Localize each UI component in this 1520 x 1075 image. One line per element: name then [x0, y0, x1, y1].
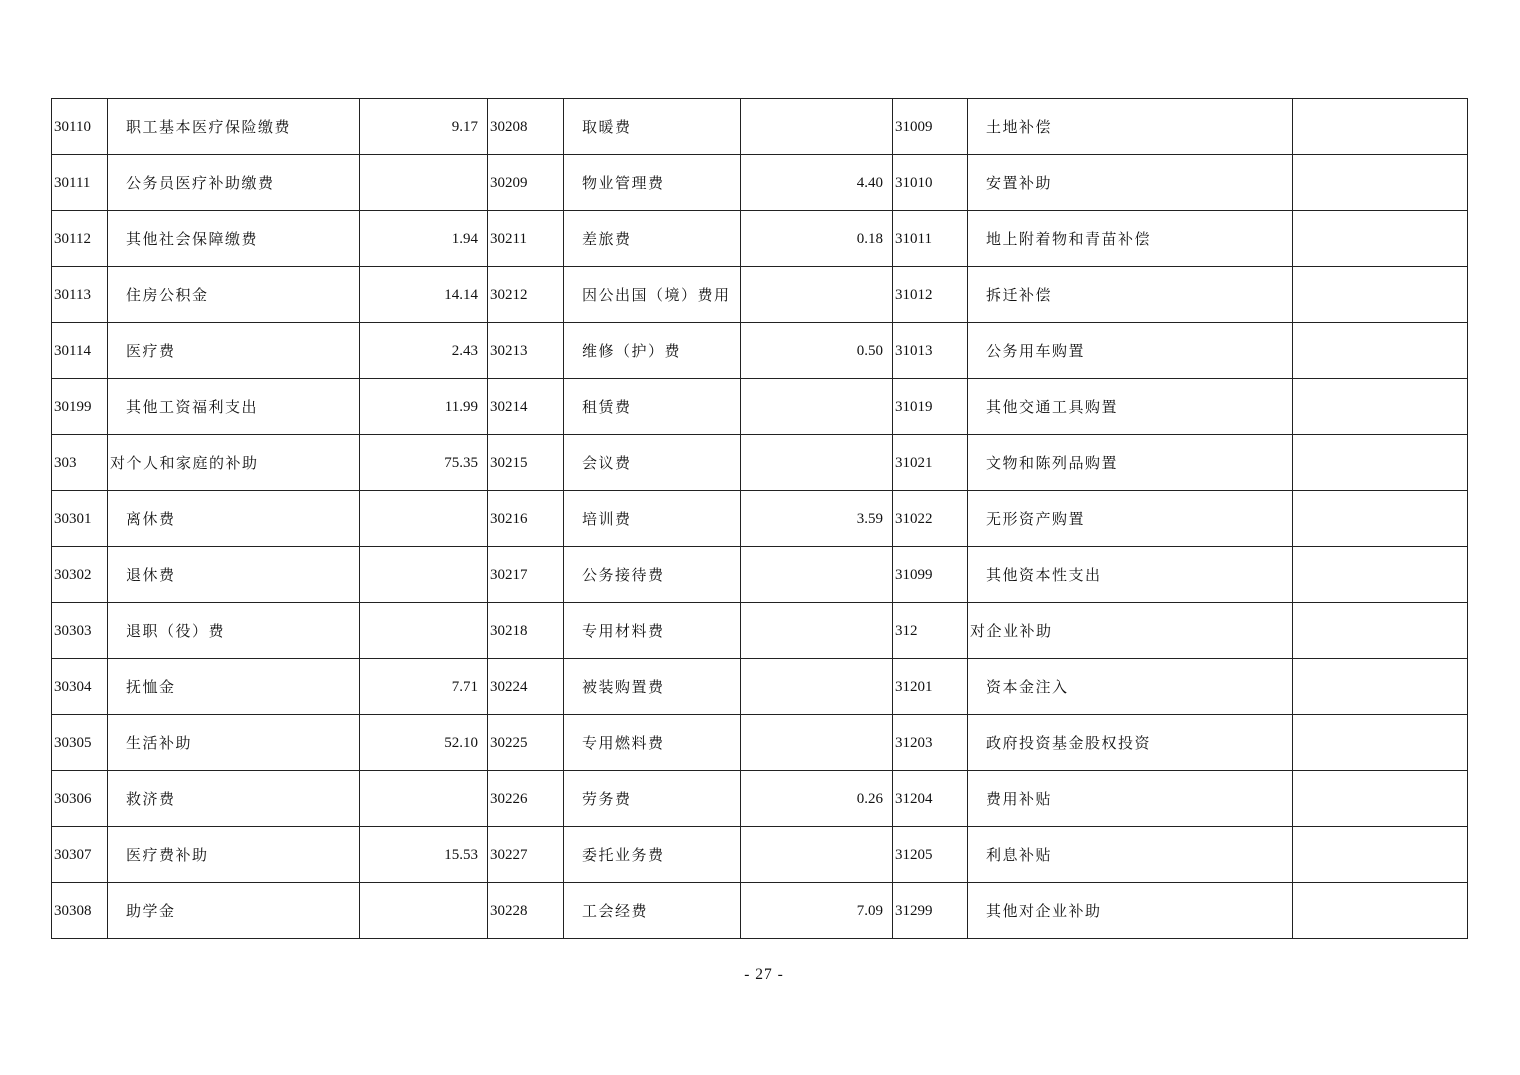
account-name-cell: 因公出国（境）费用 [564, 267, 741, 323]
account-code-cell: 30225 [488, 715, 564, 771]
account-name-cell: 资本金注入 [968, 659, 1293, 715]
account-code-cell: 30110 [52, 99, 108, 155]
account-name-cell: 工会经费 [564, 883, 741, 939]
account-name-cell: 被装购置费 [564, 659, 741, 715]
account-name-cell: 公务用车购置 [968, 323, 1293, 379]
amount-cell [741, 715, 893, 771]
table-row [52, 155, 1468, 211]
amount-cell: 1.94 [360, 211, 488, 267]
table-row [52, 211, 1468, 267]
account-name-cell: 公务员医疗补助缴费 [108, 155, 360, 211]
table-row [52, 547, 1468, 603]
amount-cell [1293, 827, 1468, 883]
amount-cell: 3.59 [741, 491, 893, 547]
account-name-cell: 其他社会保障缴费 [108, 211, 360, 267]
account-name-cell: 地上附着物和青苗补偿 [968, 211, 1293, 267]
amount-cell: 75.35 [360, 435, 488, 491]
account-name-cell: 会议费 [564, 435, 741, 491]
amount-cell: 4.40 [741, 155, 893, 211]
account-name-cell: 退休费 [108, 547, 360, 603]
account-code-cell: 30216 [488, 491, 564, 547]
account-name-cell: 医疗费补助 [108, 827, 360, 883]
account-code-cell: 30301 [52, 491, 108, 547]
table-row [52, 435, 1468, 491]
account-name-cell: 文物和陈列品购置 [968, 435, 1293, 491]
account-name-cell: 其他资本性支出 [968, 547, 1293, 603]
amount-cell [1293, 155, 1468, 211]
account-name-cell: 公务接待费 [564, 547, 741, 603]
account-code-cell: 30111 [52, 155, 108, 211]
page-number: - 27 - [744, 966, 784, 983]
amount-cell: 14.14 [360, 267, 488, 323]
account-code-cell: 30217 [488, 547, 564, 603]
account-code-cell: 30224 [488, 659, 564, 715]
account-code-cell: 30228 [488, 883, 564, 939]
account-code-cell: 30213 [488, 323, 564, 379]
amount-cell [1293, 379, 1468, 435]
account-name-cell: 医疗费 [108, 323, 360, 379]
account-name-cell: 职工基本医疗保险缴费 [108, 99, 360, 155]
account-code-cell: 30113 [52, 267, 108, 323]
account-code-cell: 30211 [488, 211, 564, 267]
amount-cell: 0.26 [741, 771, 893, 827]
account-name-cell: 离休费 [108, 491, 360, 547]
account-code-cell: 30199 [52, 379, 108, 435]
table-row [52, 99, 1468, 155]
account-code-cell: 31021 [893, 435, 968, 491]
account-code-cell: 31011 [893, 211, 968, 267]
account-code-cell: 30306 [52, 771, 108, 827]
table-row [52, 659, 1468, 715]
amount-cell: 7.09 [741, 883, 893, 939]
account-name-cell: 专用燃料费 [564, 715, 741, 771]
account-code-cell: 30218 [488, 603, 564, 659]
amount-cell [1293, 603, 1468, 659]
table-row [52, 491, 1468, 547]
account-name-cell: 对个人和家庭的补助 [108, 435, 360, 491]
account-code-cell: 30215 [488, 435, 564, 491]
amount-cell [1293, 659, 1468, 715]
account-code-cell: 31009 [893, 99, 968, 155]
amount-cell [741, 435, 893, 491]
amount-cell: 7.71 [360, 659, 488, 715]
amount-cell [1293, 267, 1468, 323]
amount-cell [360, 603, 488, 659]
account-code-cell: 31010 [893, 155, 968, 211]
account-name-cell: 无形资产购置 [968, 491, 1293, 547]
amount-cell [1293, 547, 1468, 603]
account-name-cell: 其他对企业补助 [968, 883, 1293, 939]
amount-cell: 9.17 [360, 99, 488, 155]
table-row [52, 827, 1468, 883]
amount-cell [1293, 771, 1468, 827]
account-code-cell: 31299 [893, 883, 968, 939]
account-code-cell: 31012 [893, 267, 968, 323]
account-name-cell: 拆迁补偿 [968, 267, 1293, 323]
amount-cell: 11.99 [360, 379, 488, 435]
account-code-cell: 31013 [893, 323, 968, 379]
account-name-cell: 安置补助 [968, 155, 1293, 211]
account-name-cell: 对企业补助 [968, 603, 1293, 659]
amount-cell: 2.43 [360, 323, 488, 379]
account-code-cell: 30214 [488, 379, 564, 435]
account-name-cell: 住房公积金 [108, 267, 360, 323]
account-name-cell: 抚恤金 [108, 659, 360, 715]
table-row [52, 379, 1468, 435]
account-name-cell: 委托业务费 [564, 827, 741, 883]
amount-cell: 52.10 [360, 715, 488, 771]
amount-cell [1293, 435, 1468, 491]
amount-cell [741, 99, 893, 155]
table-body [52, 99, 1468, 939]
amount-cell [741, 379, 893, 435]
account-name-cell: 政府投资基金股权投资 [968, 715, 1293, 771]
amount-cell: 0.50 [741, 323, 893, 379]
amount-cell [741, 827, 893, 883]
table-row [52, 771, 1468, 827]
account-code-cell: 30308 [52, 883, 108, 939]
amount-cell [741, 603, 893, 659]
amount-cell [741, 547, 893, 603]
table-row [52, 267, 1468, 323]
account-name-cell: 劳务费 [564, 771, 741, 827]
table-row [52, 715, 1468, 771]
table-row [52, 603, 1468, 659]
account-code-cell: 30114 [52, 323, 108, 379]
amount-cell [1293, 99, 1468, 155]
amount-cell [1293, 323, 1468, 379]
account-code-cell: 30304 [52, 659, 108, 715]
account-name-cell: 培训费 [564, 491, 741, 547]
account-name-cell: 土地补偿 [968, 99, 1293, 155]
account-name-cell: 专用材料费 [564, 603, 741, 659]
account-name-cell: 生活补助 [108, 715, 360, 771]
account-code-cell: 30212 [488, 267, 564, 323]
account-code-cell: 31019 [893, 379, 968, 435]
account-name-cell: 其他工资福利支出 [108, 379, 360, 435]
account-name-cell: 其他交通工具购置 [968, 379, 1293, 435]
account-code-cell: 30209 [488, 155, 564, 211]
account-code-cell: 31203 [893, 715, 968, 771]
account-name-cell: 助学金 [108, 883, 360, 939]
amount-cell [360, 771, 488, 827]
account-code-cell: 30227 [488, 827, 564, 883]
account-code-cell: 31022 [893, 491, 968, 547]
account-name-cell: 退职（役）费 [108, 603, 360, 659]
table-row [52, 323, 1468, 379]
amount-cell [1293, 883, 1468, 939]
amount-cell [1293, 715, 1468, 771]
account-code-cell: 30303 [52, 603, 108, 659]
amount-cell [741, 267, 893, 323]
account-code-cell: 30208 [488, 99, 564, 155]
amount-cell [1293, 211, 1468, 267]
amount-cell [360, 491, 488, 547]
account-name-cell: 取暖费 [564, 99, 741, 155]
account-name-cell: 租赁费 [564, 379, 741, 435]
account-name-cell: 物业管理费 [564, 155, 741, 211]
amount-cell: 15.53 [360, 827, 488, 883]
account-name-cell: 费用补贴 [968, 771, 1293, 827]
amount-cell [360, 155, 488, 211]
amount-cell [360, 547, 488, 603]
account-code-cell: 31205 [893, 827, 968, 883]
account-code-cell: 31099 [893, 547, 968, 603]
amount-cell [1293, 491, 1468, 547]
account-name-cell: 维修（护）费 [564, 323, 741, 379]
amount-cell: 0.18 [741, 211, 893, 267]
amount-cell [360, 883, 488, 939]
account-code-cell: 30307 [52, 827, 108, 883]
account-name-cell: 差旅费 [564, 211, 741, 267]
account-code-cell: 31204 [893, 771, 968, 827]
account-code-cell: 303 [52, 435, 108, 491]
account-code-cell: 30226 [488, 771, 564, 827]
account-code-cell: 31201 [893, 659, 968, 715]
account-name-cell: 救济费 [108, 771, 360, 827]
account-code-cell: 30302 [52, 547, 108, 603]
table-row [52, 883, 1468, 939]
account-code-cell: 312 [893, 603, 968, 659]
account-name-cell: 利息补贴 [968, 827, 1293, 883]
account-code-cell: 30112 [52, 211, 108, 267]
amount-cell [741, 659, 893, 715]
expenditure-table [51, 98, 1468, 939]
account-code-cell: 30305 [52, 715, 108, 771]
